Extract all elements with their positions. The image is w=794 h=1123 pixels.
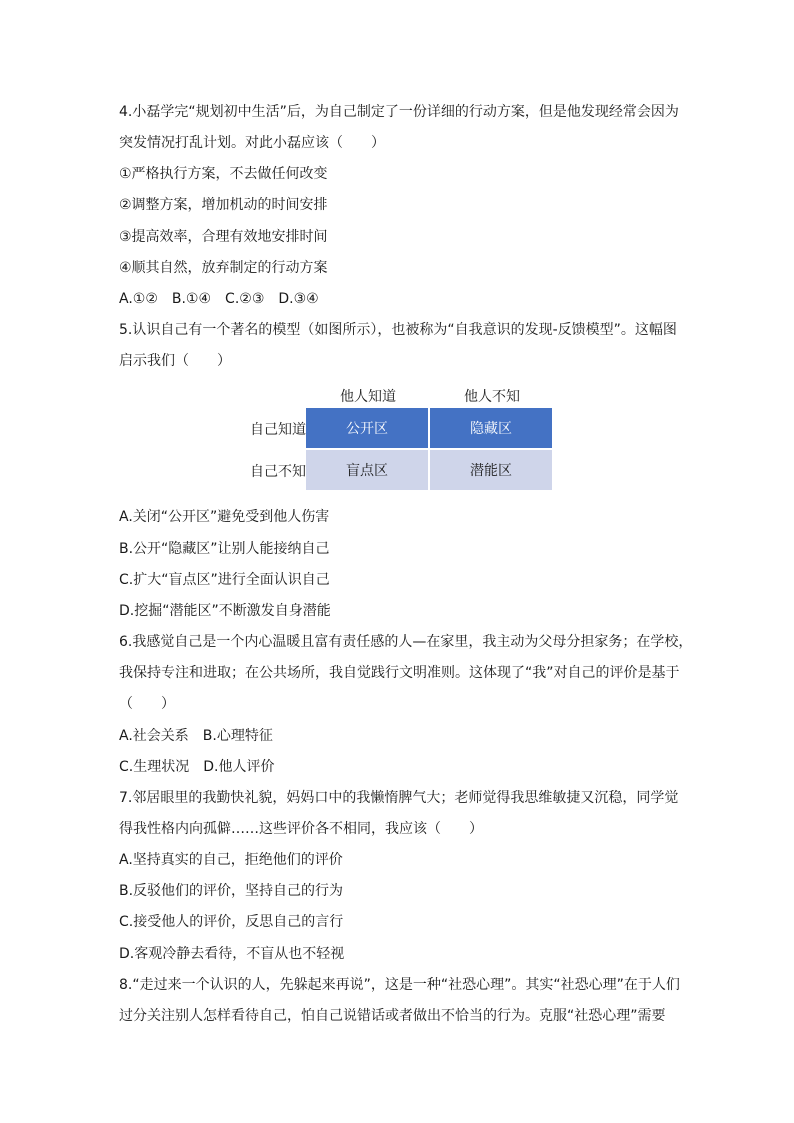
q5-stem-line1: 5.认识自己有一个著名的模型（如图所示），也被称为“自我意识的发现-反馈模型”。这幅图 [119,322,677,338]
q7-option-a: A.坚持真实的自己，拒绝他们的评价 [119,852,343,868]
q5-option-a: A.关闭“公开区”避免受到他人伤害 [119,509,330,525]
q4-item-3: ③提高效率，合理有效地安排时间 [119,229,328,245]
cell-potential-area: 潜能区 [430,450,554,492]
q6-options-line2: C.生理状况 D.他人评价 [119,759,275,775]
q6-stem-line3: （ ） [119,696,175,712]
row-header-self-know: 自己知道 [250,422,306,438]
cell-blind-area: 盲点区 [306,450,430,492]
q4-stem-line1: 4.小磊学完“规划初中生活”后，为自己制定了一份详细的行动方案，但是他发现经常会因为 [119,104,679,120]
q6-stem-line1: 6.我感觉自己是一个内心温暖且富有责任感的人—在家里，我主动为父母分担家务；在学校， [119,634,693,650]
q6-options-line1: A.社会关系 B.心理特征 [119,728,273,744]
q7-stem-line2: 得我性格内向孤僻……这些评价各不相同，我应该（ ） [119,821,483,837]
q4-stem-line2: 突发情况打乱计划。对此小磊应该（ ） [119,135,385,151]
q5-option-b: B.公开“隐藏区”让别人能接纳自己 [119,541,330,557]
q4-item-4: ④顺其自然，放弃制定的行动方案 [119,260,328,276]
q7-stem-line1: 7.邻居眼里的我勤快礼貌，妈妈口中的我懒惰脾气大；老师觉得我思维敏捷又沉稳，同学觉 [119,790,679,806]
q7-option-b: B.反驳他们的评价，坚持自己的行为 [119,883,344,899]
table-corner [228,384,306,408]
q4-item-1: ①严格执行方案，不去做任何改变 [119,166,328,182]
col-header-others-dont-know: 他人不知 [464,389,520,405]
q5-option-d: D.挖掘“潜能区”不断激发自身潜能 [119,603,331,619]
q5-stem-line2: 启示我们（ ） [119,353,231,369]
col-header-others-know: 他人知道 [340,389,396,405]
q5-option-c: C.扩大“盲点区”进行全面认识自己 [119,572,330,588]
cell-open-area: 公开区 [306,408,430,450]
q4-options: A.①② B.①④ C.②③ D.③④ [119,291,319,307]
q6-stem-line2: 我保持专注和进取；在公共场所，我自觉践行文明准则。这体现了“我”对自己的评价是基于 [119,665,680,681]
q8-stem-line2: 过分关注别人怎样看待自己，怕自己说错话或者做出不恰当的行为。克服“社恐心理”需要 [119,1008,666,1024]
q4-item-2: ②调整方案，增加机动的时间安排 [119,197,328,213]
cell-hidden-area: 隐藏区 [430,408,554,450]
q7-option-d: D.客观冷静去看待，不盲从也不轻视 [119,946,345,962]
row-header-self-dont-know: 自己不知 [250,464,306,480]
johari-window-table [228,384,554,492]
q7-option-c: C.接受他人的评价，反思自己的言行 [119,914,344,930]
q8-stem-line1: 8.“走过来一个认识的人，先躲起来再说”，这是一种“社恐心理”。其实“社恐心理”在于人们 [119,977,680,993]
